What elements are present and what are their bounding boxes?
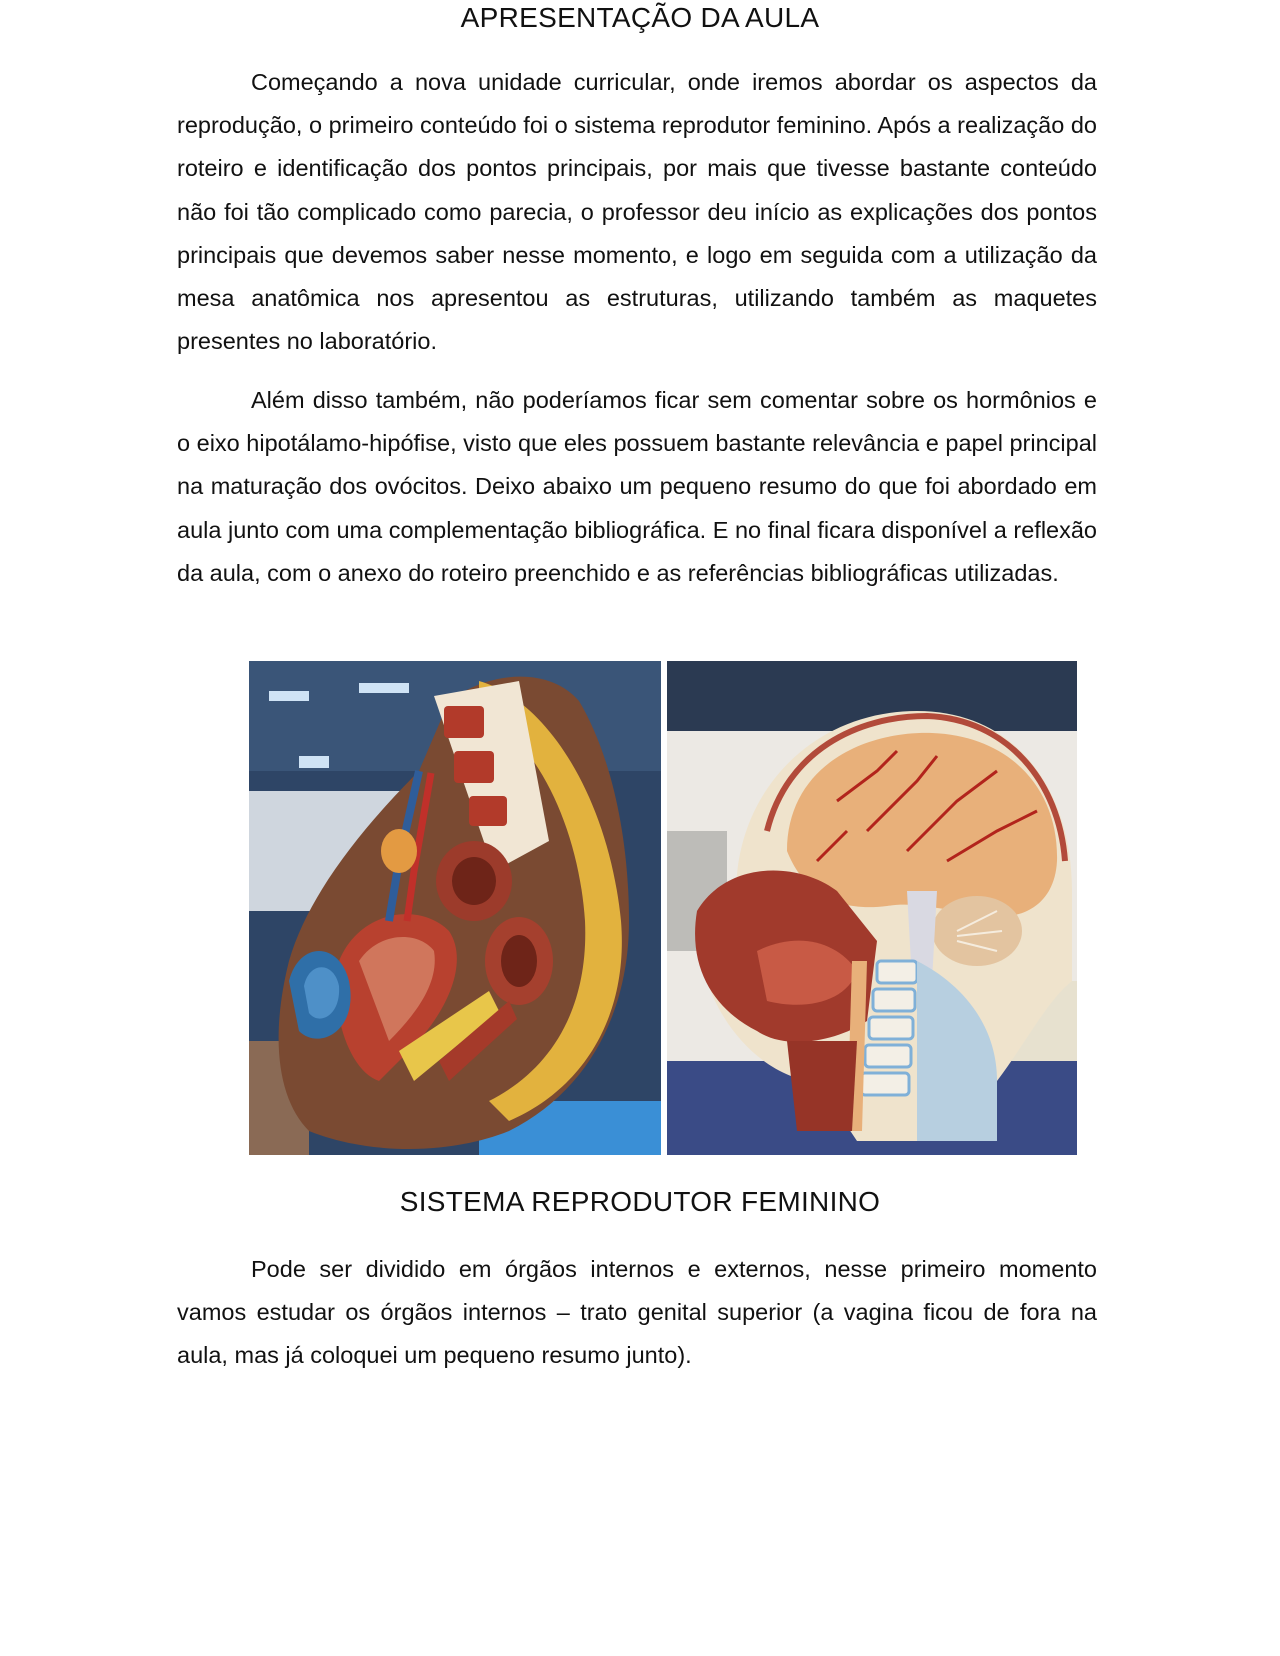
pelvis-model-photo [249, 661, 661, 1155]
section-title-presentation: APRESENTAÇÃO DA AULA [460, 2, 820, 33]
section-title-female-reproductive-system: SISTEMA REPRODUTOR FEMININO [399, 1186, 881, 1217]
paragraph-hormones: Além disso também, não poderíamos ficar sem comentar sobre os hormônios e o eixo hipotálamo-hipófise, visto que eles possuem bastante relevância e papel principal na maturação dos ovócitos. Deixo abaixo um pequeno resumo do que foi abordado em aula junto com uma complementação bibliográfica. E no final ficara disponível a reflexão da aula, com o anexo do roteiro preenchido e as referências bibliográficas utilizadas. [177, 387, 1097, 586]
paragraph-intro: Começando a nova unidade curricular, onde iremos abordar os aspectos da reprodução, o primeiro conteúdo foi o sistema reprodutor feminino. Após a realização do roteiro e identificação dos pontos principais, por mais que tivesse bastante conteúdo não foi tão complicado como parecia, o professor deu início as explicações dos pontos principais que devemos saber nesse momento, e logo em seguida com a utilização da mesa anatômica nos apresentou as estruturas, utilizando também as maquetes presentes no laboratório. [177, 69, 1097, 355]
paragraph-internal-organs: Pode ser dividido em órgãos internos e externos, nesse primeiro momento vamos estudar os órgãos internos – trato genital superior (a vagina ficou de fora na aula, mas já coloquei um pequeno resumo junto). [177, 1256, 1097, 1369]
head-model-photo [667, 661, 1077, 1155]
pelvis-section-model-photo [249, 661, 661, 1155]
head-section-model-photo [667, 661, 1077, 1155]
